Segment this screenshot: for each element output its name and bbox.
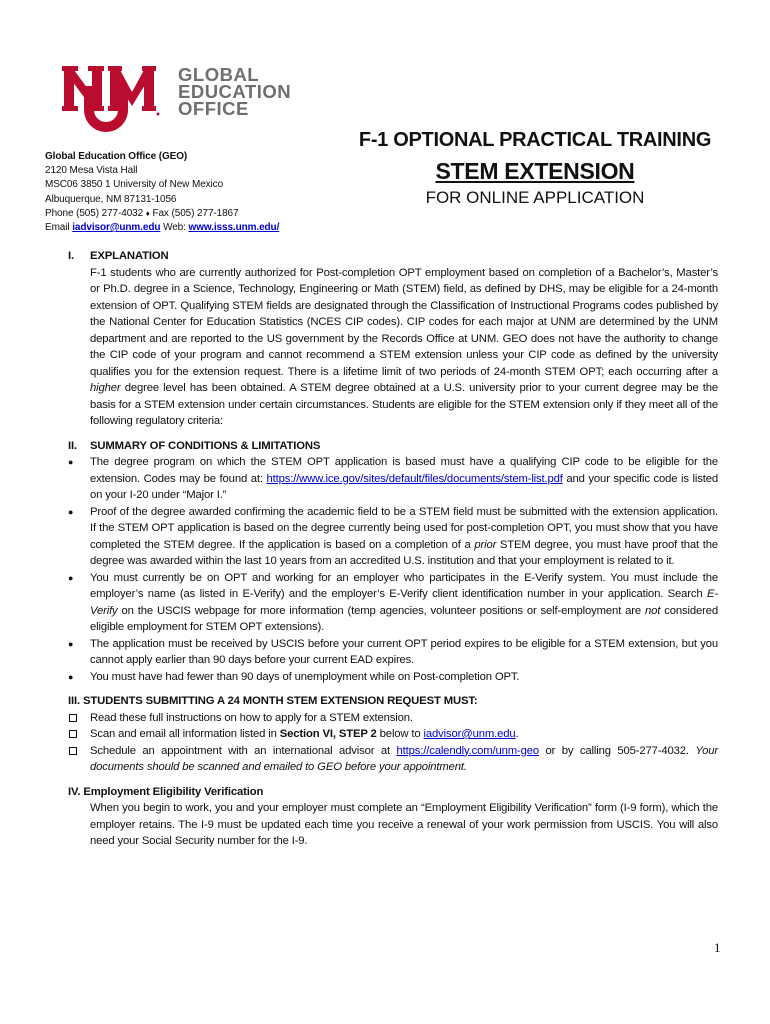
phone: Phone (505) 277-4032 (45, 207, 144, 219)
title-line3: FOR ONLINE APPLICATION (425, 188, 645, 207)
text-emphasis: prior (474, 538, 497, 551)
text-run: below to (376, 728, 424, 740)
text-run: Schedule an appointment with an international advisor at (90, 744, 397, 757)
text-run: and your specific code is listed on your I-20 under “Major I.” (90, 472, 719, 501)
list-item (68, 504, 718, 570)
document-body (68, 248, 718, 858)
conditions-list (68, 454, 718, 685)
list-item (68, 454, 718, 504)
section-heading: SUMMARY OF CONDITIONS & LIMITATIONS (90, 439, 321, 452)
list-item (68, 636, 718, 669)
checkbox-icon (69, 714, 77, 722)
web-link[interactable]: www.isss.unm.edu/ (188, 222, 280, 234)
fax: Fax (505) 277-1867 (152, 207, 239, 219)
wordmark-line3: OFFICE (178, 98, 249, 119)
checkbox-icon (69, 747, 77, 755)
text-run: Scan and email all information listed in (90, 728, 280, 740)
web-label: Web: (163, 222, 186, 234)
list-item (68, 669, 718, 686)
text-run: You must currently be on OPT and working for an employer who participates in the E-Verify system. You must include the employer’s name (as listed in E-Verify) and the employer’s E-Verify client identification number in your application. Search (90, 571, 718, 600)
address-line3: Albuquerque, NM 87131-1056 (45, 193, 177, 205)
text-run: . (515, 728, 519, 740)
text-emphasis: higher (90, 382, 121, 394)
requirements-checklist (68, 710, 718, 776)
email-web-line (45, 221, 279, 235)
section-explanation (68, 248, 718, 430)
title-line1: F-1 OPTIONAL PRACTICAL TRAINING (358, 129, 712, 151)
checkbox-icon (69, 730, 77, 738)
wordmark-line1: GLOBAL (178, 64, 260, 85)
email-link[interactable]: iadvisor@unm.edu (72, 222, 161, 234)
text-emphasis: Your documents should be scanned and emailed to GEO before your appointment. (90, 744, 719, 773)
text-run: Read these full instructions on how to apply for a STEM extension. (90, 711, 413, 724)
office-wordmark (178, 66, 291, 117)
checklist-item (68, 710, 718, 727)
text-bold: Section VI, STEP 2 (279, 728, 377, 740)
bullet-icon: ● (68, 506, 74, 517)
section-number: II. (68, 439, 77, 452)
address-line1: 2120 Mesa Vista Hall (45, 165, 138, 177)
office-name: Global Education Office (GEO) (45, 151, 188, 162)
text-run: degree level has been obtained. A STEM degree obtained at a U.S. university prior to your current degree may be the basis for a STEM extension under certain circumstances. Students are eligible for the STEM extension only if they meet all of the following regulatory criteria: (90, 382, 718, 427)
section-heading: EXPLANATION (90, 250, 169, 262)
text-emphasis: not (645, 604, 661, 617)
text-run: STEM degree, you must have proof that the degree was awarded within the last 10 years from an accredited U.S. institution and that your employment is related to it. (90, 538, 718, 567)
iadvisor-email-link[interactable]: iadvisor@unm.edu (423, 728, 516, 740)
section-employment-verification (68, 784, 718, 850)
text-run: considered eligible employment for STEM OPT extensions). (90, 604, 718, 633)
document-title (350, 127, 720, 209)
section-paragraph (68, 265, 718, 430)
title-line2: STEM EXTENSION (435, 158, 635, 184)
phone-fax-line (45, 207, 279, 221)
text-run: F-1 students who are currently authorized for Post-completion OPT employment based on completion of a Bachelor’s, Master’s or Ph.D. degree in a Science, Technology, Engineering or Math (STEM) field, as defined by DHS, may be eligible for a 24-month extension of OPT. Qualifying STEM fields are designated through the Classification of Instructional Programs codes published by the National Center for Education Statistics (NCES CIP codes). CIP codes for each major at UNM are determined by the UNM department and are reported to the US government by the Records Office at UNM. GEO does not have the authority to change the CIP code of your program and cannot recommend a STEM extension unless your CIP code as defined by the university qualifies you for the extension request. There is a lifetime limit of two periods of 24-month STEM OPT; each occurring after a (90, 266, 718, 378)
list-item (68, 570, 718, 636)
text-run: on the USCIS webpage for more information (temp agencies, volunteer positions or self-employment are (117, 604, 645, 617)
section-number: I. (68, 250, 74, 262)
text-run: The application must be received by USCIS before your current OPT period expires to be eligible for a STEM extension, but you cannot apply earlier than 90 days before your current EAD expires. (90, 637, 718, 666)
stem-list-link[interactable]: https://www.ice.gov/sites/default/files/documents/stem-list.pdf (266, 472, 563, 485)
email-label: Email (45, 222, 70, 234)
section-paragraph: When you begin to work, you and your employer must complete an “Employment Eligibility Verification” form (I-9 form), which the employer retains. The I-9 must be updated each time you receive a renewal of your work permission from USCIS. You will also need your Social Security number for the I-9. (90, 802, 718, 847)
bullet-icon: ● (68, 457, 74, 467)
text-run: You must have had fewer than 90 days of unemployment while on Post-completion OPT. (90, 670, 520, 683)
text-emphasis: E-Verify (90, 588, 718, 617)
diamond-separator-icon: ♦ (145, 208, 150, 218)
section-heading: IV. Employment Eligibility Verification (68, 785, 264, 798)
section-conditions (68, 438, 718, 686)
checklist-item (68, 743, 718, 776)
contact-block (45, 150, 279, 235)
wordmark-line2: EDUCATION (178, 81, 292, 102)
bullet-icon: ● (68, 671, 74, 682)
text-run: The degree program on which the STEM OPT application is based must have a qualifying CIP code to be eligible for the extension. Codes may be found at: (90, 456, 718, 485)
bullet-icon: ● (68, 638, 74, 649)
section-heading: III. STUDENTS SUBMITTING A 24 MONTH STEM EXTENSION REQUEST MUST: (68, 695, 478, 707)
text-run: Proof of the degree awarded confirming the academic field to be a STEM field must be submitted with the extension application. If the STEM OPT application is based on the degree currently being used for post-completion OPT, you must show that you have completed the STEM degree. If the application is based on a completion of a (90, 505, 718, 551)
bullet-icon: ● (68, 572, 74, 583)
page-number: 1 (714, 940, 721, 955)
calendly-link[interactable]: https://calendly.com/unm-geo (396, 744, 540, 757)
section-requirements (68, 693, 718, 776)
address-line2: MSC06 3850 1 University of New Mexico (45, 179, 224, 191)
text-run: or by calling 505-277-4032. (539, 744, 696, 757)
checklist-item (68, 726, 718, 743)
